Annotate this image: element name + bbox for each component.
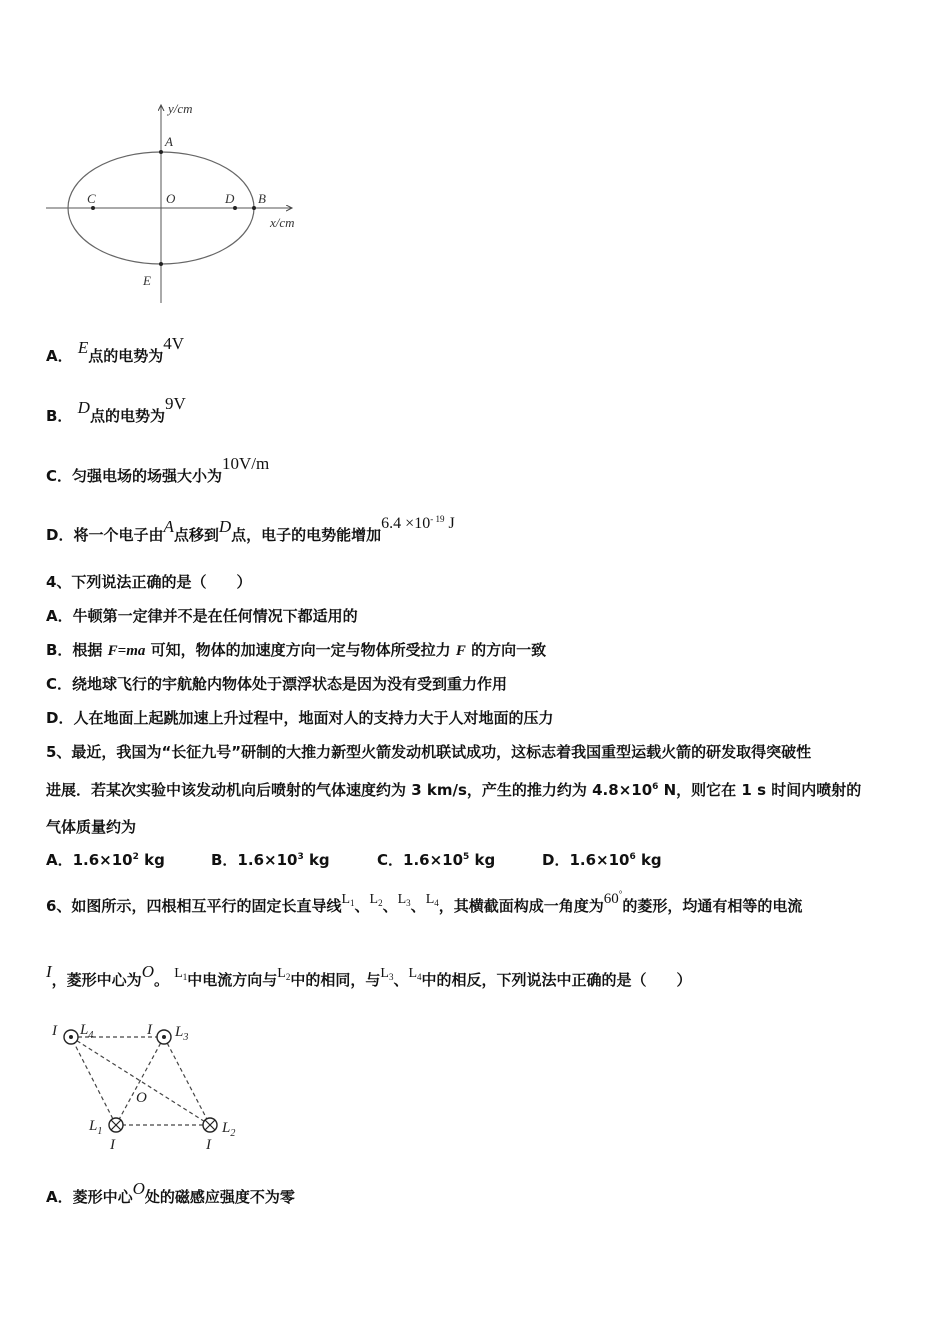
exponent: 6 — [629, 852, 636, 862]
subscript: 3 — [388, 972, 394, 982]
option-value: 4V — [163, 334, 185, 353]
q4-option-a: A．牛顿第一定律并不是在任何情况下都适用的 — [46, 607, 358, 625]
center-symbol: O — [132, 1179, 145, 1198]
q4-option-b — [46, 640, 546, 661]
subscript: 3 — [406, 898, 411, 908]
ellipse-figure — [40, 95, 320, 310]
point-b-dot — [252, 206, 256, 210]
center-symbol: O — [141, 962, 154, 981]
option-prefix: D． — [46, 526, 74, 544]
q4-option-d: D．人在地面上起跳加速上升过程中，地面对人的支持力大于人对地面的压力 — [46, 709, 554, 727]
subscript: 4 — [434, 898, 439, 908]
option-text: A．菱形中心 — [46, 1188, 133, 1206]
text: 的菱形，均通有相等的电流 — [622, 897, 803, 915]
variable: A — [163, 517, 174, 536]
q5-option-c — [377, 850, 542, 873]
variable: D — [218, 517, 232, 536]
point-a-label: A — [165, 134, 173, 149]
current-label: I — [110, 1137, 115, 1153]
wire-l2: L — [369, 892, 379, 907]
x-axis-label: x/cm — [270, 215, 295, 230]
subscript: 1 — [350, 898, 355, 908]
separator: 、 — [382, 897, 398, 915]
q4-stem: 4、下列说法正确的是（ ） — [46, 573, 252, 591]
option-text: 可知，物体的加速度方向一定与物体所受拉力 — [145, 641, 456, 659]
point-o-label: O — [166, 191, 176, 206]
option-text: 匀强电场的场强大小为 — [72, 467, 223, 485]
current-label: I — [147, 1022, 152, 1038]
unit: kg — [138, 851, 165, 869]
rhombus-wires-figure — [46, 1015, 251, 1155]
rhombus-edge — [71, 1037, 116, 1125]
text: ，其横截面构成一角度为 — [438, 897, 604, 915]
separator: 、 — [354, 897, 370, 915]
q3-option-c — [46, 454, 270, 486]
text: 中的相同，与 — [290, 971, 381, 989]
unit: kg — [635, 851, 662, 869]
wire-l3: L — [380, 966, 389, 981]
variable: F — [455, 643, 466, 659]
q6-line2 — [46, 962, 692, 992]
option-label: D．1.6×10 — [542, 851, 630, 869]
subscript: 2 — [285, 972, 291, 982]
q3-option-a — [46, 334, 185, 366]
separator: 、 — [393, 971, 409, 989]
q3-option-b — [46, 394, 186, 426]
current-symbol: I — [46, 962, 52, 981]
wire-l3-label: $L_3$ — [175, 1024, 189, 1043]
angle-value: 60 — [603, 891, 619, 907]
unit: kg — [469, 851, 496, 869]
q5-line2 — [46, 780, 861, 803]
wire-l4: L — [425, 892, 435, 907]
option-prefix: A． — [46, 347, 73, 365]
option-text: 点的电势为 — [88, 347, 164, 365]
option-label: A．1.6×10 — [46, 851, 133, 869]
subscript: 1 — [182, 972, 188, 982]
text: 进展．若某次实验中该发动机向后喷射的气体速度约为 3 km/s，产生的推力约为 4.8×10 — [46, 781, 653, 799]
point-e-dot — [159, 262, 163, 266]
wire-l4-dot — [69, 1035, 73, 1039]
option-text: 处的磁感应强度不为零 — [144, 1188, 295, 1206]
subscript: 2 — [378, 898, 383, 908]
unit: kg — [303, 851, 330, 869]
option-label: C．1.6×10 — [377, 851, 464, 869]
wire-l2-label: $L_2$ — [222, 1120, 236, 1139]
option-text: 点的电势为 — [89, 407, 165, 425]
q5-option-a — [46, 850, 211, 873]
option-text: 点，电子的电势能增加 — [231, 526, 382, 544]
option-text: B．根据 — [46, 641, 108, 659]
wire-l4: L — [408, 966, 418, 981]
wire-l2: L — [277, 966, 286, 981]
option-text: 点移到 — [173, 526, 219, 544]
wire-l1: L — [174, 966, 183, 981]
q6-line1 — [46, 889, 803, 918]
point-b-label: B — [258, 191, 266, 206]
wire-l3-dot — [162, 1035, 166, 1039]
exponent: 6 — [652, 782, 659, 792]
variable: E — [77, 338, 89, 357]
q4-option-c: C．绕地球飞行的宇航舱内物体处于漂浮状态是因为没有受到重力作用 — [46, 675, 508, 693]
option-value: 6.4 ×10 — [381, 515, 431, 532]
subscript: 4 — [417, 972, 422, 982]
point-d-dot — [233, 206, 237, 210]
option-value: 9V — [164, 394, 186, 413]
point-a-dot — [159, 150, 163, 154]
rhombus-diagonal — [116, 1037, 164, 1125]
text: 。 — [153, 971, 169, 989]
q5-line3: 气体质量约为 — [46, 818, 137, 836]
text: 中的相反，下列说法中正确的是（ ） — [421, 971, 692, 989]
option-text: 的方向一致 — [465, 641, 547, 659]
exponent: 3 — [297, 852, 304, 862]
text: N，则它在 1 s 时间内喷射的 — [658, 781, 862, 799]
unit: J — [444, 515, 455, 532]
q5-option-d — [542, 850, 662, 873]
text: 中电流方向与 — [187, 971, 278, 989]
y-axis-label: y/cm — [168, 101, 193, 116]
wire-l1-label: $L_1$ — [89, 1118, 103, 1137]
q6-option-a — [46, 1179, 295, 1207]
current-label: I — [52, 1023, 57, 1039]
exponent: 5 — [463, 852, 470, 862]
option-prefix: C． — [46, 467, 73, 485]
point-c-label: C — [87, 191, 96, 206]
wire-l4-label: $L_4$ — [80, 1022, 94, 1041]
separator: 、 — [410, 897, 426, 915]
q5-option-b — [211, 850, 377, 873]
q5-options — [46, 850, 662, 873]
exponent: 2 — [132, 852, 139, 862]
q5-line1: 5、最近，我国为“长征九号”研制的大推力新型火箭发动机联试成功，这标志着我国重型运载火箭的研发取得突破性 — [46, 743, 812, 761]
wire-l1: L — [341, 892, 351, 907]
degree-sign: ° — [618, 889, 623, 899]
point-d-label: D — [225, 191, 235, 206]
variable: D — [77, 398, 90, 417]
text: ，菱形中心为 — [51, 971, 142, 989]
wire-l3: L — [397, 892, 407, 907]
formula: F=ma — [107, 643, 146, 659]
current-label: I — [206, 1137, 211, 1153]
center-o-label: O — [136, 1090, 147, 1106]
text: 6、如图所示，四根相互平行的固定长直导线 — [46, 897, 342, 915]
point-c-dot — [91, 206, 95, 210]
rhombus-edge — [164, 1037, 210, 1125]
exponent: - 19 — [430, 514, 445, 524]
option-label: B．1.6×10 — [211, 851, 298, 869]
option-text: 将一个电子由 — [73, 526, 164, 544]
point-e-label: E — [143, 273, 151, 288]
option-value: 10V/m — [222, 454, 270, 473]
option-prefix: B． — [46, 407, 73, 425]
